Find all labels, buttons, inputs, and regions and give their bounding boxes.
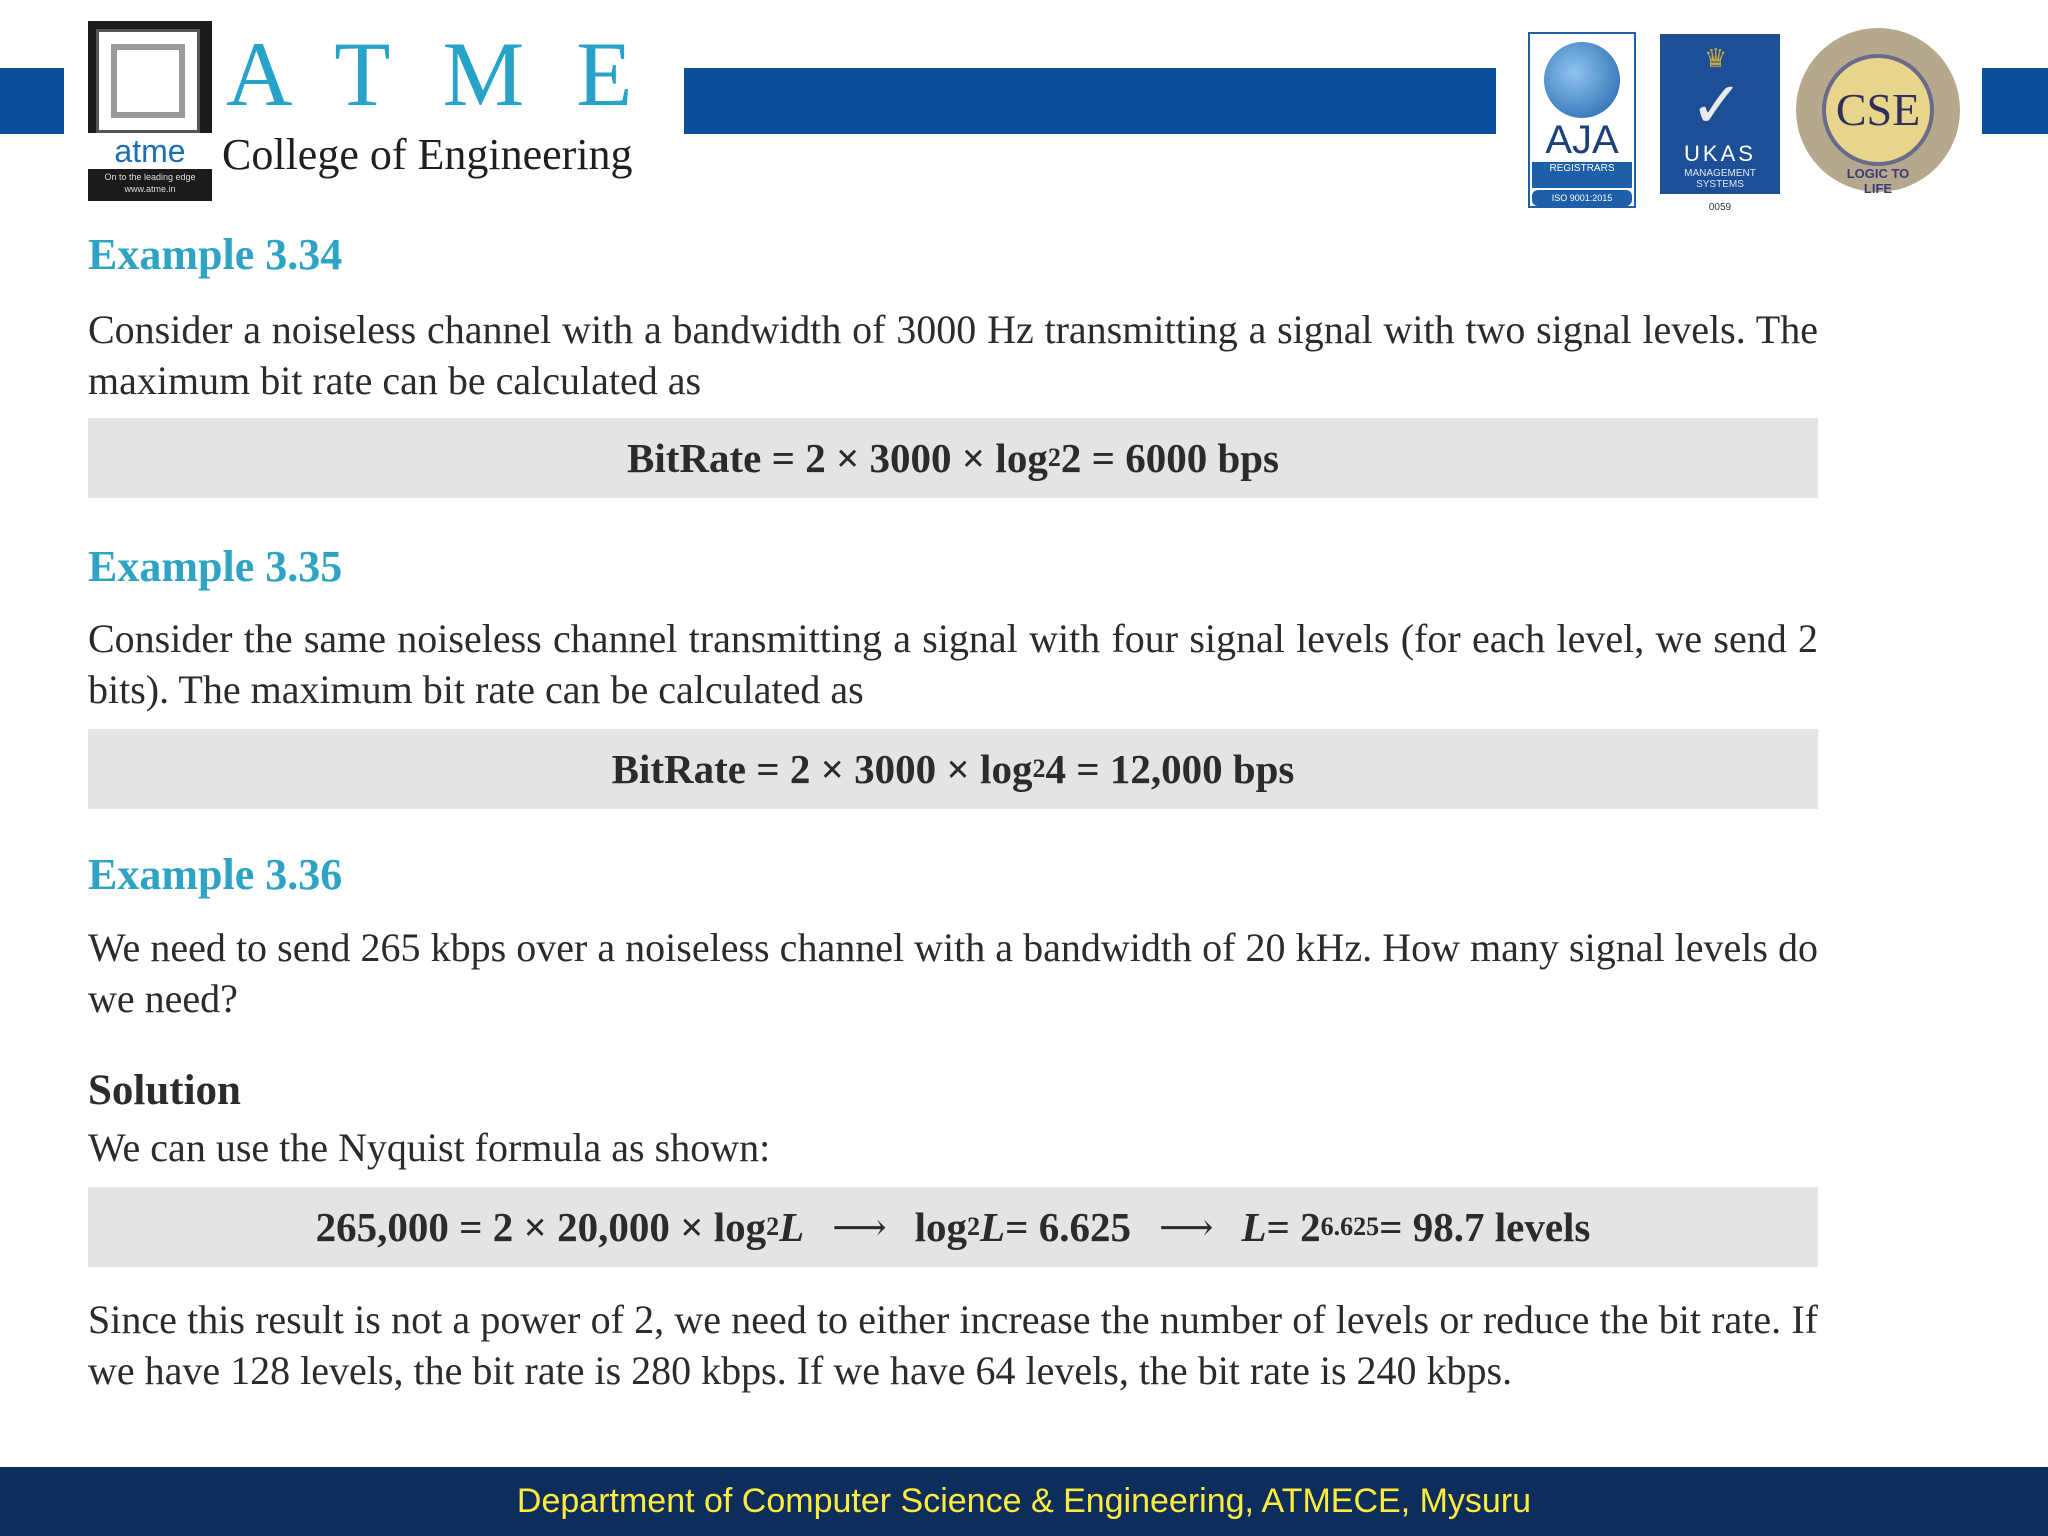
- globe-icon: [1544, 42, 1620, 118]
- ukas-sub: MANAGEMENT SYSTEMS: [1684, 168, 1756, 190]
- example-text: Consider a noiseless channel with a bandwidth of 3000 Hz transmitting a signal with two signal levels. The maximum bit rate can be calculated as: [88, 307, 1818, 403]
- eq-part: 265,000 = 2 × 20,000 × log: [315, 1204, 767, 1250]
- right-arrow-icon: ⟶: [1158, 1206, 1214, 1249]
- logo-frame: [96, 29, 200, 133]
- equation-lhs: BitRate = 2 × 3000 × log: [626, 435, 1048, 481]
- example-heading: Example 3.35: [88, 542, 343, 591]
- logo-url: www.atme.in: [124, 184, 176, 194]
- equation-subscript: 2: [1047, 443, 1061, 472]
- ukas-badge: [1660, 34, 1780, 194]
- equation-box: [88, 418, 1818, 498]
- eq-part: = 2: [1266, 1204, 1321, 1250]
- eq-superscript: 6.625: [1320, 1212, 1380, 1241]
- cse-badge: [1796, 28, 1960, 196]
- example-heading: Example 3.34: [88, 230, 343, 279]
- equation-lhs: BitRate = 2 × 3000 × log: [611, 746, 1033, 792]
- solution-equation-box: [88, 1187, 1818, 1267]
- solution-conclusion: Since this result is not a power of 2, we need to either increase the number of levels or reduce the bit rate. If we have 128 levels, the bit rate is 280 kbps. If we have 64 levels, the bit rate is 240 kbps.: [88, 1297, 1818, 1393]
- aja-badge: [1528, 32, 1636, 208]
- eq-subscript: 2: [967, 1212, 981, 1241]
- cse-label: CSE: [1835, 84, 1921, 135]
- header-bar-middle: [684, 68, 1496, 134]
- equation-subscript: 2: [1032, 754, 1046, 783]
- example-text: Consider the same noiseless channel transmitting a signal with four signal levels (for each level, we send 2 bits). The maximum bit rate can be calculated as: [88, 616, 1818, 712]
- equation-box: [88, 729, 1818, 809]
- eq-part: = 98.7 levels: [1379, 1204, 1591, 1250]
- eq-variable: L: [1241, 1204, 1267, 1250]
- solution-heading: Solution: [88, 1067, 241, 1114]
- checkmark-icon: ✓: [1690, 70, 1744, 141]
- logo-tagline: [88, 171, 212, 195]
- right-arrow-icon: ⟶: [832, 1206, 887, 1249]
- eq-part: = 6.625: [1005, 1204, 1131, 1250]
- aja-iso: ISO 9001:2015: [1532, 190, 1632, 206]
- eq-variable: L: [980, 1204, 1006, 1250]
- header-bar-right: [1982, 68, 2048, 134]
- header-bar-left: [0, 68, 64, 134]
- aja-label: AJA: [1545, 118, 1619, 162]
- college-subtitle: College of Engineering: [222, 130, 633, 179]
- logo-word: atme: [88, 133, 212, 169]
- college-title: ATME: [226, 23, 685, 125]
- logo-tagline-text: On to the leading edge: [104, 172, 196, 182]
- cse-tagline: LOGIC TO LIFE: [1846, 166, 1910, 196]
- eq-variable: L: [779, 1204, 805, 1250]
- eq-part: log: [914, 1204, 968, 1250]
- footer-bar: Department of Computer Science & Engineering, ATMECE, Mysuru: [0, 1467, 2048, 1536]
- equation-rhs: 4 = 12,000 bps: [1045, 746, 1295, 792]
- example-text: We need to send 265 kbps over a noiseless channel with a bandwidth of 20 kHz. How many signal levels do we need?: [88, 925, 1818, 1021]
- solution-intro: We can use the Nyquist formula as shown:: [88, 1125, 771, 1170]
- cse-ring: [1822, 54, 1934, 166]
- example-heading: Example 3.36: [88, 850, 343, 899]
- equation-rhs: 2 = 6000 bps: [1060, 435, 1280, 481]
- ukas-label: UKAS: [1684, 141, 1756, 166]
- eq-subscript: 2: [766, 1212, 780, 1241]
- college-logo: [88, 21, 212, 201]
- ukas-number: 0059: [1708, 202, 1732, 213]
- crown-icon: ♛: [1704, 44, 1728, 73]
- aja-registrars: REGISTRARS: [1532, 162, 1632, 188]
- logo-frame-inner: [111, 44, 185, 118]
